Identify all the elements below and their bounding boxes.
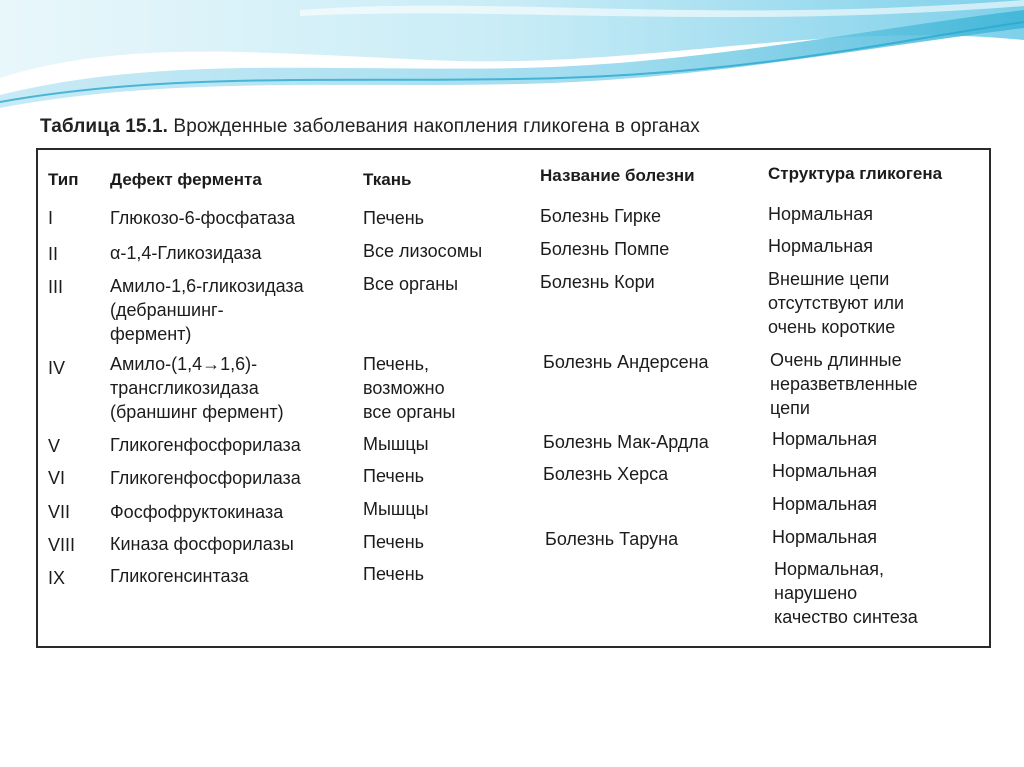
decorative-wave-banner [0, 0, 1024, 120]
row-8-structure: Нормальная [772, 527, 877, 547]
table-caption [40, 116, 700, 138]
row-6-structure: Нормальная [772, 461, 877, 481]
row-8-type: VIII [48, 535, 76, 555]
header-tissue: Ткань [363, 170, 412, 189]
row-9-type: IX [48, 568, 66, 588]
row-7-type: VII [48, 502, 71, 522]
row-7-enzyme: Фосфофруктокиназа [110, 502, 284, 522]
header-type: Тип [48, 170, 79, 189]
row-4-disease: Болезнь Андерсена [543, 352, 709, 372]
row-6-tissue: Печень [363, 466, 425, 486]
row-6-enzyme: Гликогенфосфорилаза [110, 468, 301, 488]
row-7-tissue: Мышцы [363, 499, 429, 519]
row-2-structure: Нормальная [768, 236, 873, 256]
row-9-enzyme: Гликогенсинтаза [110, 566, 249, 586]
header-disease: Название болезни [540, 166, 695, 185]
row-5-structure: Нормальная [772, 429, 877, 449]
row-7-structure: Нормальная [772, 494, 877, 514]
row-1-enzyme: Глюкозо-6-фосфатаза [110, 208, 296, 228]
row-5-type: V [48, 436, 61, 456]
row-1-type: I [48, 208, 54, 228]
row-2-disease: Болезнь Помпе [540, 239, 670, 259]
row-3-disease: Болезнь Кори [540, 272, 655, 292]
row-4-tissue: Печень, возможно все органы [363, 354, 456, 422]
row-8-disease: Болезнь Таруна [545, 529, 679, 549]
row-5-disease: Болезнь Мак-Ардла [543, 432, 709, 452]
row-8-tissue: Печень [363, 532, 425, 552]
row-2-type: II [48, 244, 59, 264]
row-1-disease: Болезнь Гирке [540, 206, 662, 226]
row-3-enzyme: Амило-1,6-гликозидаза (дебраншинг- фермент) [110, 276, 304, 344]
row-3-structure: Внешние цепи отсутствуют или очень короткие [768, 269, 905, 337]
header-structure: Структура гликогена [768, 164, 943, 183]
row-1-structure: Нормальная [768, 204, 873, 224]
row-4-type: IV [48, 358, 66, 378]
header-enzyme: Дефект фермента [110, 170, 262, 189]
row-6-disease: Болезнь Херса [543, 464, 669, 484]
row-2-tissue: Все лизосомы [363, 241, 483, 261]
row-6-type: VI [48, 468, 66, 488]
table-number: Таблица 15.1. [40, 116, 169, 137]
table-title: Врожденные заболевания накопления гликогена в органах [173, 116, 700, 137]
row-1-tissue: Печень [363, 208, 425, 228]
row-4-structure: Очень длинные неразветвленные цепи [770, 350, 918, 418]
row-2-enzyme: α-1,4-Гликозидаза [110, 243, 262, 263]
glycogen-storage-table [36, 148, 991, 648]
row-3-type: III [48, 277, 64, 297]
row-3-tissue: Все органы [363, 274, 459, 294]
row-5-enzyme: Гликогенфосфорилаза [110, 435, 301, 455]
row-5-tissue: Мышцы [363, 434, 429, 454]
row-8-enzyme: Киназа фосфорилазы [110, 534, 294, 554]
row-9-tissue: Печень [363, 564, 425, 584]
row-4-enzyme: Амило-(1,4→1,6)- трансгликозидаза (браншинг фермент) [110, 354, 284, 422]
row-9-structure: Нормальная, нарушено качество синтеза [774, 559, 918, 627]
